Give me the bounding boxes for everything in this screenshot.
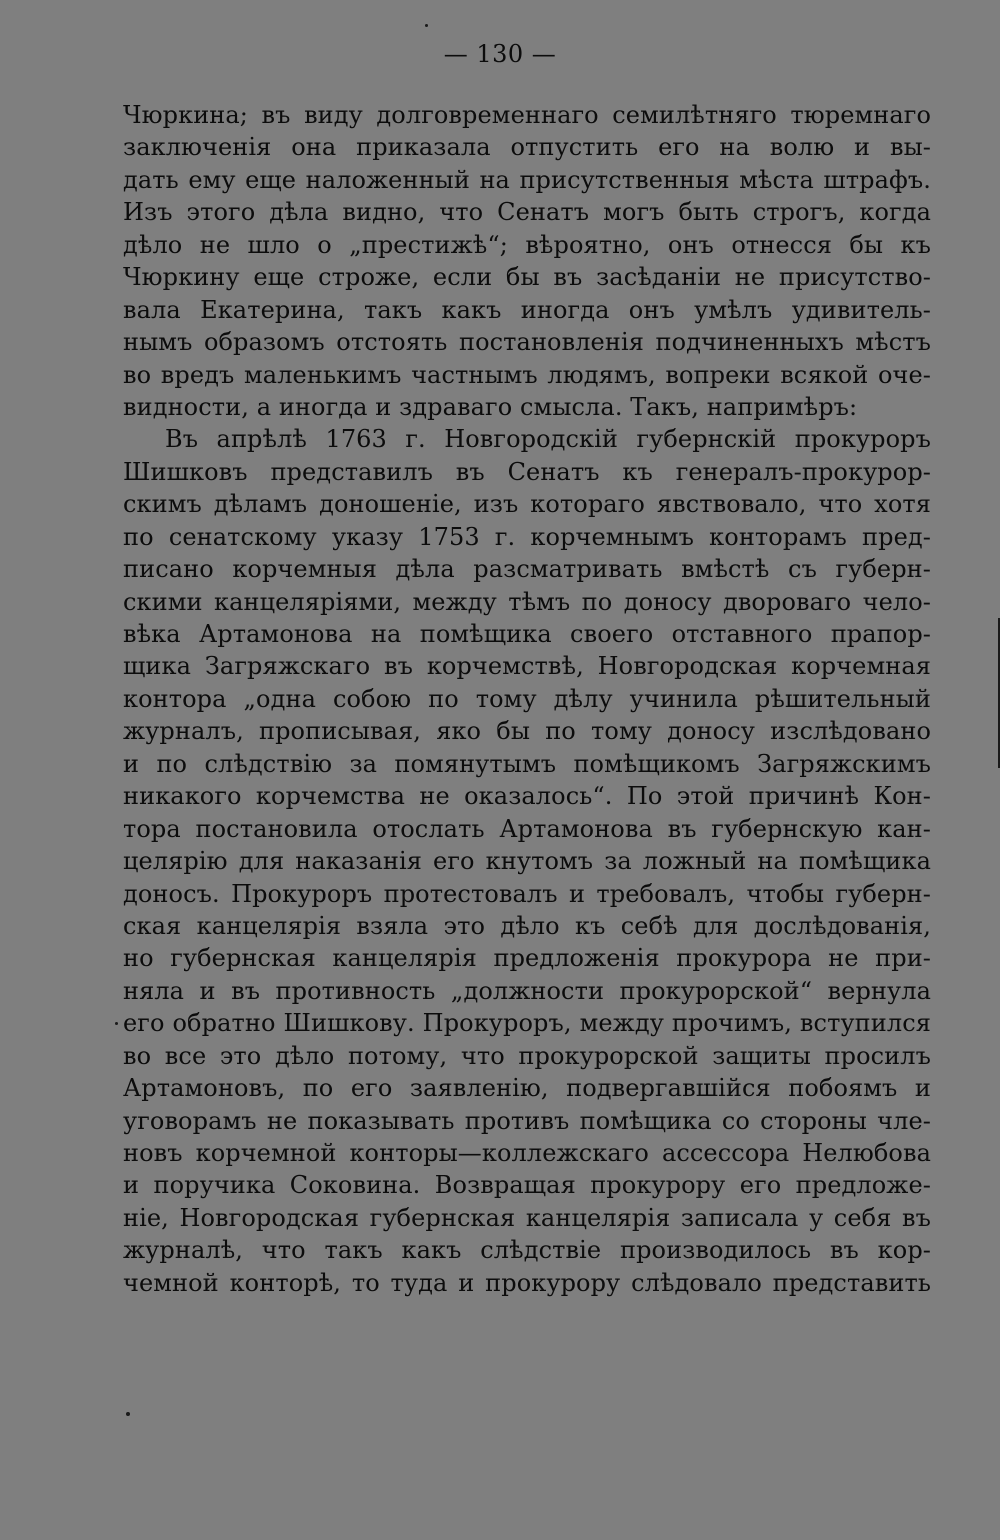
body-text: [123, 99, 931, 1299]
text-line: щика Загряжскаго въ корчемствѣ, Новгородская корчемная: [123, 652, 931, 681]
page-number: — 130 —: [443, 40, 557, 68]
text-line: скимъ дѣламъ доношеніе, изъ котораго явствовало, что хотя: [123, 490, 931, 519]
text-line: Чюркину еще строже, если бы въ засѣданіи не присутство-: [123, 263, 931, 292]
text-line: дѣло не шло о „престижѣ“; вѣроятно, онъ отнесся бы къ: [123, 230, 931, 259]
text-line: целярію для наказанія его кнутомъ за ложный на помѣщика: [123, 847, 931, 876]
text-line: уговорамъ не показывать противъ помѣщика со стороны чле-: [123, 1106, 931, 1135]
text-line: писано корчемныя дѣла разсматривать вмѣстѣ съ губерн-: [123, 555, 931, 584]
scan-speck: [115, 1022, 118, 1025]
text-line: во все это дѣло потому, что прокурорской защиты просилъ: [123, 1041, 931, 1070]
text-line: вала Екатерина, такъ какъ иногда онъ умѣлъ удивитель-: [123, 295, 931, 324]
text-line: заключенія она приказала отпустить его на волю и вы-: [123, 133, 931, 162]
text-line: никакого корчемства не оказалось“. По этой причинѣ Кон-: [123, 782, 931, 811]
text-line: видности, а иногда и здраваго смысла. Такъ, напримѣръ:: [123, 392, 858, 421]
text-line: по сенатскому указу 1753 г. корчемнымъ конторамъ пред-: [123, 522, 931, 551]
text-line: контора „одна собою по тому дѣлу учинила рѣшительный: [123, 684, 931, 713]
text-line: его обратно Шишкову. Прокуроръ, между прочимъ, вступился: [123, 1009, 931, 1038]
text-line: Чюркина; въ виду долговременнаго семилѣтняго тюремнаго: [123, 101, 931, 129]
scan-speck: [126, 1412, 130, 1416]
text-line: и поручика Соковина. Возвращая прокурору его предложе-: [123, 1171, 931, 1200]
text-line: но губернская канцелярія предложенія прокурора не при-: [123, 944, 931, 973]
text-line: Шишковъ представилъ въ Сенатъ къ генералъ-прокурор-: [123, 457, 931, 486]
text-line: журналъ, прописывая, яко бы по тому доносу изслѣдовано: [123, 717, 931, 746]
text-line: нымъ образомъ отстоять постановленія подчиненныхъ мѣстъ: [123, 328, 931, 357]
text-line: няла и въ противность „должности прокурорской“ вернула: [123, 976, 931, 1005]
text-line: ская канцелярія взяла это дѣло къ себѣ для дослѣдованія,: [123, 911, 931, 940]
text-line: новъ корчемной конторы—коллежскаго ассессора Нелюбова: [123, 1139, 931, 1167]
text-line: Артамоновъ, по его заявленію, подвергавшійся побоямъ и: [123, 1074, 931, 1103]
text-line: доносъ. Прокуроръ протестовалъ и требовалъ, чтобы губерн-: [123, 879, 931, 908]
text-line: дать ему еще наложенный на присутственныя мѣста штрафъ.: [123, 165, 931, 194]
scan-speck: [425, 24, 428, 27]
text-line: вѣка Артамонова на помѣщика своего отставного прапор-: [123, 620, 931, 648]
text-line: журналѣ, что такъ какъ слѣдствіе производилось въ кор-: [123, 1236, 931, 1265]
text-line: Изъ этого дѣла видно, что Сенатъ могъ быть строгъ, когда: [123, 198, 931, 227]
paragraph-start-line: Въ апрѣлѣ 1763 г. Новгородскій губернскій прокуроръ: [165, 425, 931, 454]
text-line: чемной конторѣ, то туда и прокурору слѣдовало представить: [123, 1268, 931, 1297]
text-line: скими канцеляріями, между тѣмъ по доносу двороваго чело-: [123, 587, 931, 616]
text-line: во вредъ маленькимъ частнымъ людямъ, вопреки всякой оче-: [123, 360, 931, 389]
text-line: тора постановила отослать Артамонова въ губернскую кан-: [123, 814, 931, 843]
text-line: и по слѣдствію за помянутымъ помѣщикомъ Загряжскимъ: [123, 749, 931, 778]
text-line: ніе, Новгородская губернская канцелярія записала у себя въ: [123, 1203, 931, 1232]
